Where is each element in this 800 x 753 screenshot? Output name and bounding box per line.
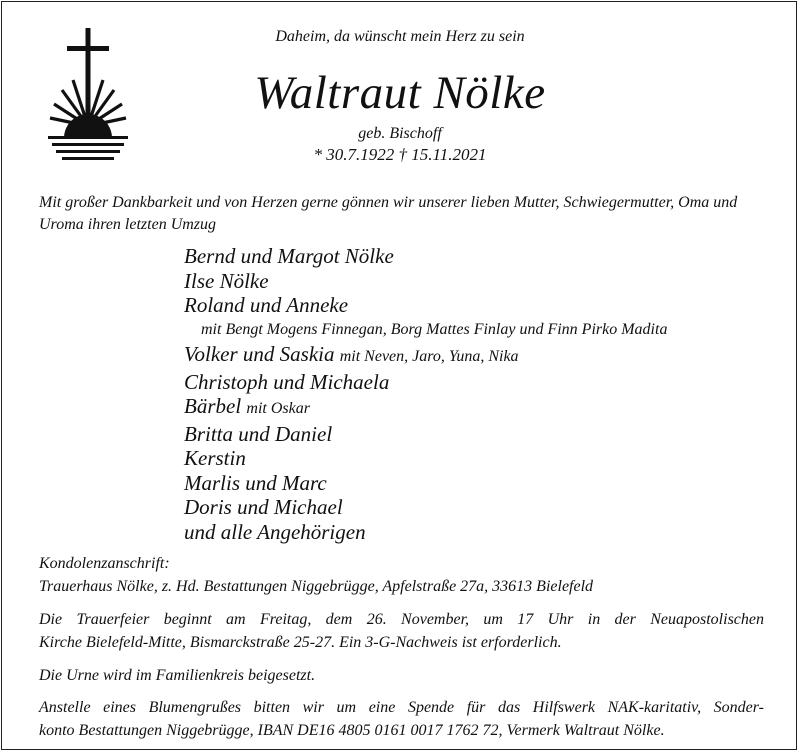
family-name: Bärbel [184, 394, 242, 418]
family-line: Ilse Nölke [184, 268, 269, 293]
condolence-label: Kondolenzanschrift: [39, 555, 170, 572]
family-line: und alle Angehörigen [184, 519, 366, 544]
donation-line: konto Bestattungen Niggebrügge, IBAN DE16 4805 0161 0017 1762 72, Vermerk Waltraut Nölke. [39, 722, 665, 739]
family-line: Roland und Anneke [184, 293, 349, 317]
family-list [184, 244, 784, 544]
service-line: Die Trauerfeier beginnt am Freitag, dem 26. November, um 17 Uhr in der Neuapostolischen [39, 611, 764, 628]
service-info [39, 608, 764, 654]
deceased-name: Waltraut Nölke [254, 67, 546, 119]
motto: Daheim, da wünscht mein Herz zu sein [275, 28, 525, 45]
family-children: mit Neven, Jaro, Yuna, Nika [339, 348, 519, 365]
family-line [184, 394, 784, 422]
family-line: Christoph und Michaela [184, 369, 390, 394]
life-dates: * 30.7.1922 † 15.11.2021 [313, 145, 487, 164]
family-line [184, 342, 784, 370]
condolence-address [39, 552, 764, 598]
family-line: Kerstin [184, 446, 246, 470]
birth-name: geb. Bischoff [358, 125, 442, 142]
family-children: mit Bengt Mogens Finnegan, Borg Mattes Finlay und Finn Pirko Madita [201, 320, 668, 338]
family-name: Volker und Saskia [184, 342, 335, 366]
donation-line: Anstelle eines Blumengrußes bitten wir um eine Spende für das Hilfswerk NAK-karitativ, Sonder- [39, 699, 764, 716]
urn-info: Die Urne wird im Familienkreis beigesetzt. [39, 667, 316, 684]
intro-text: Mit großer Dankbarkeit und von Herzen gerne gönnen wir unserer lieben Mutter, Schwiegermutter, Oma und Uroma ihren letzten Umzug [39, 194, 738, 233]
donation-info [39, 696, 764, 742]
family-children: mit Oskar [246, 400, 310, 417]
family-line: Marlis und Marc [184, 470, 327, 495]
family-line: Bernd und Margot Nölke [184, 244, 394, 268]
family-line: Doris und Michael [184, 495, 343, 519]
condolence-text: Trauerhaus Nölke, z. Hd. Bestattungen Niggebrügge, Apfelstraße 27a, 33613 Bielefeld [39, 578, 594, 595]
family-line: Britta und Daniel [184, 421, 333, 446]
service-line: Kirche Bielefeld-Mitte, Bismarckstraße 25-27. Ein 3-G-Nachweis ist erforderlich. [39, 634, 562, 651]
